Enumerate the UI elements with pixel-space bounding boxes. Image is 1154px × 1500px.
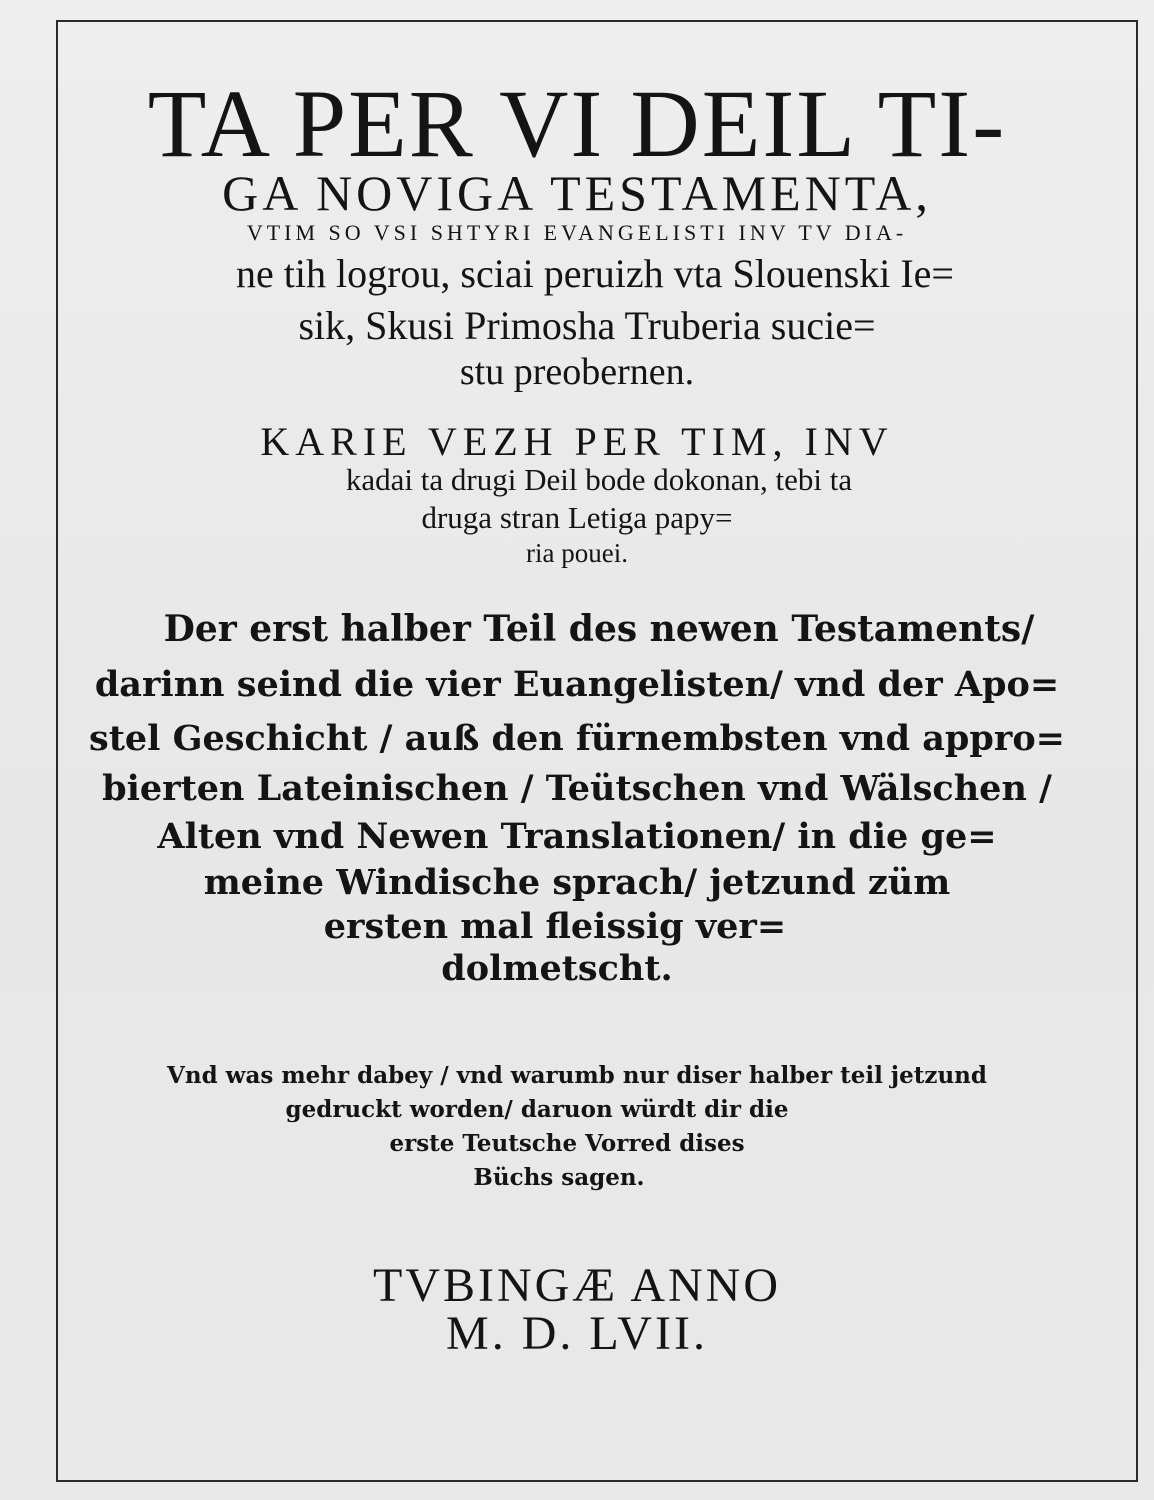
second-line-3: druga stran Letiga papy= xyxy=(421,500,733,535)
imprint-line-1: TVBINGÆ ANNO xyxy=(373,1259,781,1312)
german-line-8: dolmetscht. xyxy=(441,948,673,989)
imprint-line-2: M. D. LVII. xyxy=(446,1307,708,1360)
title-line-4: ne tih logrou, sciai peruizh vta Slouenski Ie= xyxy=(236,251,954,296)
title-line-6: stu preobernen. xyxy=(459,351,695,393)
german-line-3: stel Geschicht / auß den fürnembsten vnd appro= xyxy=(88,718,1065,759)
title-line-1: TA PER VI DEIL TI- xyxy=(147,70,1007,177)
german-line-7: ersten mal fleissig ver= xyxy=(323,906,787,947)
second-line-1: KARIE VEZH PER TIM, INV xyxy=(260,419,894,464)
german-line-6: meine Windische sprach/ jetzund züm xyxy=(203,862,951,903)
note-line-4: Büchs sagen. xyxy=(473,1164,645,1191)
note-line-1: Vnd was mehr dabey / vnd warumb nur diser halber teil jetzund xyxy=(167,1062,987,1089)
note-line-2: gedruckt worden/ daruon würdt dir die xyxy=(285,1096,789,1123)
german-line-2: darinn seind die vier Euangelisten/ vnd der Apo= xyxy=(94,664,1060,705)
german-line-4: bierten Lateinischen / Teütschen vnd Wälschen / xyxy=(102,768,1052,809)
title-line-2: GA NOVIGA TESTAMENTA, xyxy=(222,165,932,221)
title-line-3: VTIM SO VSI SHTYRI EVANGELISTI INV TV DIA- xyxy=(246,220,908,245)
german-line-5: Alten vnd Newen Translationen/ in die ge= xyxy=(157,816,997,857)
second-line-4: ria pouei. xyxy=(526,538,628,568)
second-line-2: kadai ta drugi Deil bode dokonan, tebi ta xyxy=(345,462,853,497)
german-line-1: Der erst halber Teil des newen Testaments/ xyxy=(163,608,1035,650)
title-line-5: sik, Skusi Primosha Truberia sucie= xyxy=(298,303,876,348)
note-line-3: erste Teutsche Vorred dises xyxy=(389,1130,745,1157)
